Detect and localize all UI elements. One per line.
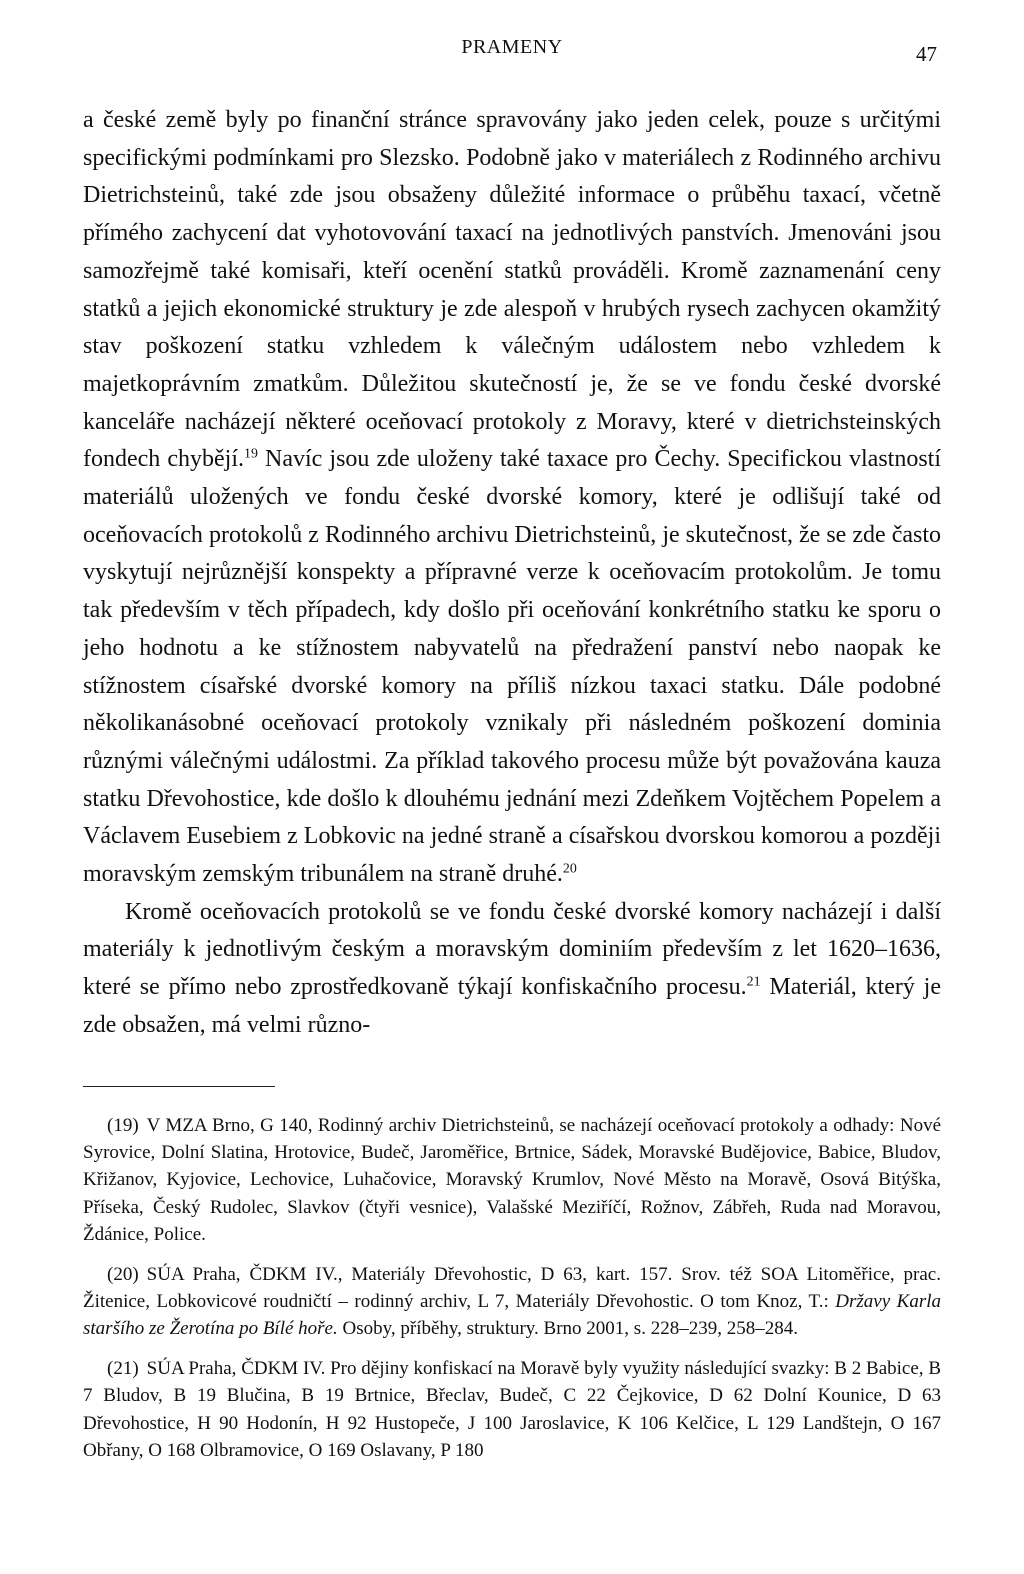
paragraph-2 <box>83 894 941 1045</box>
footnote-21-number: (21) <box>107 1357 139 1379</box>
footnote-19-number: (19) <box>107 1114 139 1136</box>
running-head: PRAMENY <box>461 36 563 58</box>
footnote-20-number: (20) <box>107 1263 139 1285</box>
footnote-20 <box>83 1261 941 1343</box>
paragraph-1-text-a: a české země byly po finanční stránce spravovány jako jeden celek, pouze s určitými specifickými podmínkami pro Slezsko. Podobně jako v materiálech z Rodinného archivu Dietrichsteinů, také zde jsou obsaženy důležité informace o průběhu taxací, včetně přímého zachycení dat vyhotovování taxací na jednotlivých panstvích. Jmenováni jsou samozřejmě také komisaři, kteří ocenění statků prováděli. Kromě zaznamenání ceny statků a jejich ekonomické struktury je zde alespoň v hrubých rysech zachycen okamžitý stav poškození statku vzhledem k válečným událostem nebo vzhledem k majetkoprávním zmatkům. Důležitou skutečností je, že se ve fondu české dvorské kanceláře nacházejí některé oceňovací protokoly z Moravy, které v dietrichsteinských fondech chybějí. <box>83 107 941 473</box>
footnote-ref-20: 20 <box>562 861 577 877</box>
footnote-20-text-b: Osoby, příběhy, struktury. Brno 2001, s. 228–239, 258–284. <box>337 1318 798 1340</box>
paragraph-2-text-b: Materiál, který je zde obsažen, má velmi různo- <box>83 974 941 1038</box>
paragraph-2-text-a: Kromě oceňovacích protokolů se ve fondu české dvorské komory nacházejí i další materiály k jednotlivým českým a moravským dominiím především z let 1620–1636, které se přímo nebo zprostředkovaně týkají konfiskačního procesu. <box>83 898 941 1001</box>
footnote-ref-19: 19 <box>244 446 258 462</box>
page-header <box>83 30 941 72</box>
footnote-21-text: SÚA Praha, ČDKM IV. Pro dějiny konfiskací na Moravě byly využity následující svazky: B 2 Babice, B 7 Bludov, B 19 Blučina, B 19 Brtnice, Břeclav, Budeč, C 22 Čejkovice, D 62 Dolní Kounice, D 63 Dřevohostice, H 90 Hodonín, H 92 Hustopeče, J 100 Jaroslavice, K 106 Kelčice, L 129 Landštejn, O 167 Obřany, O 168 Olbramovice, O 169 Oslavany, P 180 <box>83 1357 941 1462</box>
footnote-ref-21: 21 <box>746 974 761 990</box>
footnote-19-text: V MZA Brno, G 140, Rodinný archiv Dietrichsteinů, se nacházejí oceňovací protokoly a odhady: Nové Syrovice, Dolní Slatina, Hrotovice, Budeč, Jaroměřice, Brtnice, Sádek, Moravské Budějovice, Babice, Bludov, Křižanov, Kyjovice, Lechovice, Luhačovice, Moravský Krumlov, Nové Město na Moravě, Osová Bitýška, Příseka, Český Rudolec, Slavkov (čtyři vesnice), Valašské Meziříčí, Rožnov, Zábřeh, Ruda nad Moravou, Ždánice, Police. <box>83 1114 941 1246</box>
page-number: 47 <box>916 42 937 66</box>
footnote-21 <box>83 1355 941 1465</box>
main-text <box>83 102 941 1045</box>
footnote-20-text-a: SÚA Praha, ČDKM IV., Materiály Dřevohostic, D 63, kart. 157. Srov. též SOA Litoměřice, prac. Žitenice, Lobkovicové roudničtí – rodinný archiv, L 7, Materiály Dřevohostic. O tom Knoz, T.: <box>83 1263 941 1313</box>
paragraph-1 <box>83 102 941 894</box>
footnote-19 <box>83 1112 941 1249</box>
paragraph-1-text-b: Navíc jsou zde uloženy také taxace pro Čechy. Specifickou vlastností materiálů uložených ve fondu české dvorské komory, které je odlišují také od oceňovacích protokolů z Rodinného archivu Dietrichsteinů, je skutečnost, že se zde často vyskytují nejrůznější konspekty a přípravné verze k oceňovacím protokolům. Je tomu tak především v těch případech, kdy došlo při oceňování konkrétního statku ke sporu o jeho hodnotu a ke stížnostem nabyvatelů na předražení panství nebo naopak ke stížnostem císařské dvorské komory na příliš nízkou taxaci statku. Dále podobné několikanásobné oceňovací protokoly vznikaly při následném poškození dominia různými válečnými událostmi. Za příklad takového procesu může být považována kauza statku Dřevohostice, kde došlo k dlouhému jednání mezi Zdeňkem Vojtěchem Popelem a Václavem Eusebiem z Lobkovic na jedné straně a císařskou dvorskou komorou a později moravským zemským tribunálem na straně druhé. <box>83 446 941 888</box>
footnote-20-book-title: Državy Karla staršího ze Žerotína po Bílé hoře. <box>83 1291 941 1340</box>
footnotes <box>83 1112 941 1465</box>
footnote-separator <box>83 1086 275 1087</box>
